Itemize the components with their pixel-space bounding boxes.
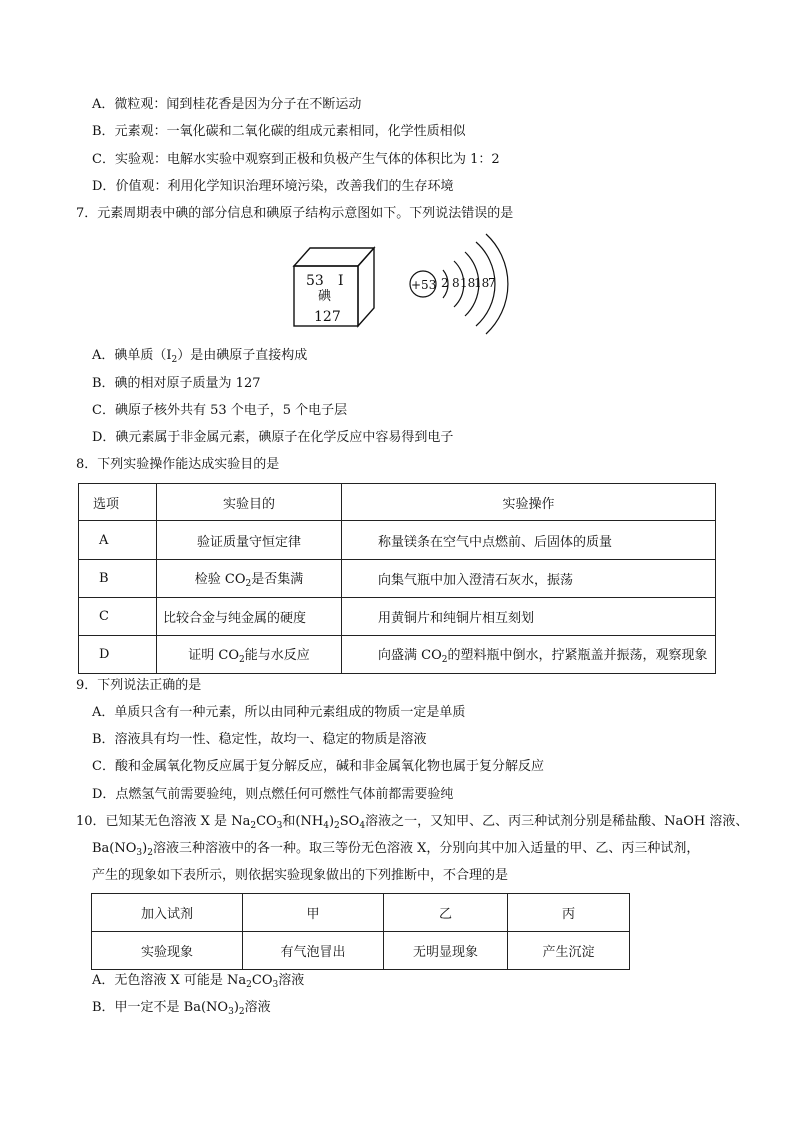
q7-stem: 7．元素周期表中碘的部分信息和碘原子结构示意图如下。下列说法错误的是	[76, 206, 514, 221]
periodic-cell	[294, 248, 374, 326]
q7-option-a: A．碘单质$(I_2)$是由碘原子直接构成	[92, 348, 308, 365]
q7-option-d: D．碘元素属于非金属元素，碘原子在化学反应中容易得到电子	[92, 430, 454, 445]
q6-option-c: C．实验观：电解水实验中观察到正极和负极产生气体的体积比为 1：2	[92, 152, 500, 167]
shell-5: 7	[488, 276, 496, 290]
q10-cell-bing-result: 产生沉淀	[508, 932, 630, 970]
q8-row-a-purpose: 验证质量守恒定律	[157, 521, 342, 560]
q8-row-c-option: C	[79, 598, 157, 636]
q9-option-a: A．单质只含有一种元素，所以由同种元素组成的物质一定是单质	[92, 705, 466, 720]
q9-option-d: D．点燃氢气前需要验纯，则点燃任何可燃性气体前都需要验纯	[92, 787, 454, 802]
q8-row-c-purpose: 比较合金与纯金属的硬度	[157, 598, 342, 636]
q8-table	[78, 483, 716, 674]
q10-option-b: B．甲一定不是 $Ba(NO_3)_2$溶液	[92, 1000, 271, 1017]
q10-table	[91, 893, 630, 970]
q9-option-c: C．酸和金属氧化物反应属于复分解反应，碱和非金属氧化物也属于复分解反应	[92, 759, 544, 774]
q8-stem: 8．下列实验操作能达成实验目的是	[76, 457, 280, 472]
q7-option-c: C．碘原子核外共有 53 个电子，5 个电子层	[92, 403, 348, 418]
q10-cell-yi: 乙	[384, 894, 508, 932]
q10-cell-bing: 丙	[508, 894, 630, 932]
q8-row-a-option: A	[79, 521, 157, 560]
q10-cell-jia: 甲	[243, 894, 384, 932]
q8-header-option: 选项	[79, 484, 157, 521]
atom-structure	[410, 234, 508, 334]
q10-stem-line1: 10．已知某无色溶液 X 是 $Na_2CO_3$和$(NH_4)_2SO_4$溶液之一，又知甲、乙、丙三种试剂分别是稀盐酸、NaOH 溶液、	[76, 814, 749, 831]
q9-option-b: B．溶液具有均一性、稳定性，故均一、稳定的物质是溶液	[92, 732, 427, 747]
element-symbol: I	[338, 273, 344, 289]
shell-4: 18	[474, 276, 490, 290]
q10-stem-line3: 产生的现象如下表所示，则依据实验现象做出的下列推断中，不合理的是	[92, 868, 509, 883]
q8-row-b-operation: 向集气瓶中加入澄清石灰水，振荡	[342, 560, 716, 598]
shell-1: 2	[441, 276, 449, 290]
shell-3: 18	[460, 276, 476, 290]
q10-cell-jia-result: 有气泡冒出	[243, 932, 384, 970]
element-name: 碘	[318, 289, 332, 304]
q10-option-a: A．无色溶液 X 可能是 $Na_2CO_3$溶液	[92, 973, 305, 990]
q6-option-b: B．元素观：一氧化碳和二氧化碳的组成元素相同，化学性质相似	[92, 124, 466, 139]
q8-row-d-purpose: 证明 $CO_2$能与水反应	[157, 636, 342, 674]
q8-row-b-option: B	[79, 560, 157, 598]
q9-stem: 9．下列说法正确的是	[76, 678, 202, 693]
q8-header-purpose: 实验目的	[157, 484, 342, 521]
q7-option-b: B．碘的相对原子质量为 127	[92, 376, 261, 391]
q10-cell-reagent-label: 加入试剂	[92, 894, 243, 932]
q10-cell-phenomenon-label: 实验现象	[92, 932, 243, 970]
q6-option-a: A．微粒观：闻到桂花香是因为分子在不断运动	[92, 97, 362, 112]
q10-cell-yi-result: 无明显现象	[384, 932, 508, 970]
atomic-number: 53	[306, 273, 324, 289]
q8-row-c-operation: 用黄铜片和纯铜片相互刻划	[342, 598, 716, 636]
atomic-mass: 127	[314, 309, 341, 325]
nucleus-charge: +53	[411, 278, 437, 292]
shell-2: 8	[452, 276, 460, 290]
q8-row-d-option: D	[79, 636, 157, 674]
q6-option-d: D．价值观：利用化学知识治理环境污染，改善我们的生存环境	[92, 179, 454, 194]
q8-row-a-operation: 称量镁条在空气中点燃前、后固体的质量	[342, 521, 716, 560]
q10-stem-line2: $Ba(NO_3)_2$溶液三种溶液中的各一种。取三等份无色溶液 X，分别向其中加入适量的甲、乙、丙三种试剂，	[92, 841, 700, 858]
iodine-figure	[280, 228, 520, 338]
q8-header-operation: 实验操作	[342, 484, 716, 521]
q8-row-d-operation: 向盛满 $CO_2$的塑料瓶中倒水，拧紧瓶盖并振荡，观察现象	[342, 636, 716, 674]
q8-row-b-purpose: 检验 $CO_2$是否集满	[157, 560, 342, 598]
